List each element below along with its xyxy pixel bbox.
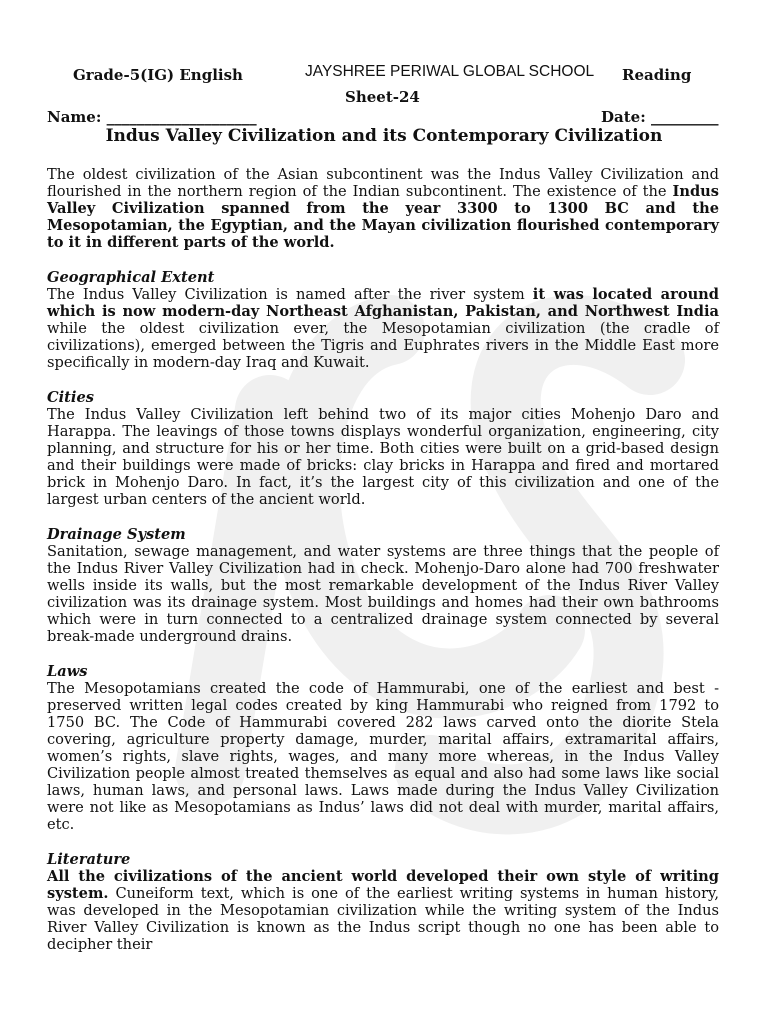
name-field: Name: ____________________ bbox=[47, 108, 257, 126]
section-paragraph bbox=[47, 868, 719, 953]
article-body bbox=[47, 166, 719, 971]
text-run: Cuneiform text, which is one of the earliest writing systems in human history, was developed in the Mesopotamian civilization while the writing system of the Indus River Valley Civilization is known as the Indus script though no one has been able to decipher their bbox=[47, 885, 719, 953]
section-heading: Cities bbox=[47, 389, 94, 406]
text-run: while the oldest civilization ever, the Mesopotamian civilization (the cradle of civilizations), emerged between the Tigris and Euphrates rivers in the Middle East more specifically in modern-day Iraq and Kuwait. bbox=[47, 320, 719, 371]
section-heading: Literature bbox=[47, 851, 131, 868]
bold-text: Indus Valley Civilization spanned from the year 3300 to 1300 BC and the Mesopotamian, the Egyptian, and the Mayan civilization flourished contemporary to it in different parts of the world. bbox=[47, 183, 719, 251]
section-intro bbox=[47, 166, 719, 251]
section-heading: Laws bbox=[47, 663, 88, 680]
section-heading: Geographical Extent bbox=[47, 269, 215, 286]
bold-text: it was located around which is now modern-day Northeast Afghanistan, Pakistan, and Northwest India bbox=[47, 286, 719, 320]
text-run: Sanitation, sewage management, and water systems are three things that the people of the Indus River Valley Civilization had in check. Mohenjo-Daro alone had 700 freshwater wells inside its walls, but the most remarkable development of the Indus River Valley civilization was its drainage system. Most buildings and homes had their own bathrooms which were in turn connected to a centralized drainage system connected by several break-made underground drains. bbox=[47, 543, 719, 645]
school-name: JAYSHREE PERIWAL GLOBAL SCHOOL bbox=[305, 63, 595, 80]
bold-text: All the civilizations of the ancient world developed their own style of writing system. bbox=[47, 868, 719, 902]
sheet-number: Sheet-24 bbox=[345, 88, 420, 106]
section-heading: Drainage System bbox=[47, 526, 186, 543]
section-laws bbox=[47, 663, 719, 833]
section-drainage-system bbox=[47, 526, 719, 645]
text-run: The Mesopotamians created the code of Hammurabi, one of the earliest and best - preserved written legal codes created by king Hammurabi who reigned from 1792 to 1750 BC. The Code of Hammurabi covered 282 laws carved onto the diorite Stela covering, agriculture property damage, murder, marital affairs, extramarital affairs, women’s rights, slave rights, wages, and many more whereas, in the Indus Valley Civilization people almost treated themselves as equal and also had some laws like social laws, human laws, and personal laws. Laws made during the Indus Valley Civilization were not like as Mesopotamians as Indus’ laws did not deal with murder, marital affairs, etc. bbox=[47, 680, 719, 833]
section-geographical-extent bbox=[47, 269, 719, 371]
text-run: The oldest civilization of the Asian subcontinent was the Indus Valley Civilization and flourished in the northern region of the Indian subcontinent. The existence of the bbox=[47, 166, 719, 200]
section-paragraph bbox=[47, 406, 719, 508]
section-paragraph bbox=[47, 286, 719, 371]
section-cities bbox=[47, 389, 719, 508]
section-paragraph bbox=[47, 680, 719, 833]
section-literature bbox=[47, 851, 719, 953]
page-title: Indus Valley Civilization and its Contemporary Civilization bbox=[105, 126, 663, 146]
grade-label: Grade-5(IG) English bbox=[73, 66, 243, 84]
text-run: The Indus Valley Civilization is named after the river system bbox=[47, 286, 533, 303]
date-field: Date: _________ bbox=[601, 108, 719, 126]
text-run: The Indus Valley Civilization left behind two of its major cities Mohenjo Daro and Harappa. The leavings of those towns displays wonderful organization, engineering, city planning, and structure for his or her time. Both cities were built on a grid-based design and their buildings were made of bricks: clay bricks in Harappa and fired and mortared brick in Mohenjo Daro. In fact, it’s the largest city of this civilization and one of the largest urban centers of the ancient world. bbox=[47, 406, 719, 508]
section-paragraph bbox=[47, 166, 719, 251]
subject-label: Reading bbox=[622, 66, 692, 84]
section-paragraph bbox=[47, 543, 719, 645]
